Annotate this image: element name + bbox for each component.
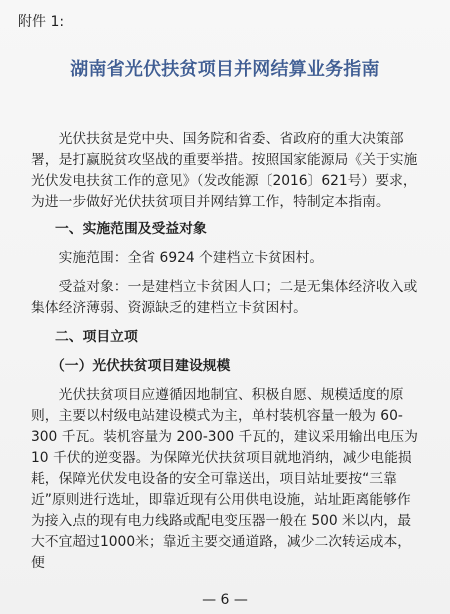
section-heading-project: 二、项目立项 xyxy=(55,329,138,345)
scale-paragraph: 光伏扶贫项目应遵循因地制宜、积极自愿、规模适度的原则，主要以村级电站建设模式为主，单村装机容量一般为 60-300 千瓦。装机容量为 200-300 千瓦的，建议采用输出电压为 10 千伏的逆变器。为保障光伏扶贫项目就地消纳，减少电能损耗，保障光伏发电设备的安全可靠送出，项目站址要按“三靠近”原则进行选址，即靠近现有公用供电设施，站址距离能够作为接入点的现有电力线路或配电变压器一般在 500 米以内，最大不宜超过1000米；靠近主要交通道路，减少二次转运成本，便 xyxy=(31,387,418,571)
document-title: 湖南省光伏扶贫项目并网结算业务指南 xyxy=(70,59,380,80)
intro-paragraph: 光伏扶贫是党中央、国务院和省委、省政府的重大决策部署，是打赢脱贫攻坚战的重要举措。按照国家能源局《关于实施光伏发电扶贫工作的意见》（发改能源〔2016〕621号）要求，为进一步做好光伏扶贫项目并网结算工作，特制定本指南。 xyxy=(31,131,418,210)
document-body xyxy=(31,129,424,582)
scope-paragraph: 实施范围：全省 6924 个建档立卡贫困村。 xyxy=(58,250,324,266)
page-number: — 6 — xyxy=(202,592,248,608)
section-heading-scope: 一、实施范围及受益对象 xyxy=(55,221,207,237)
beneficiaries-paragraph: 受益对象：一是建档立卡贫困人口；二是无集体经济收入或集体经济薄弱、资源缺乏的建档立卡贫困村。 xyxy=(31,279,418,316)
subsection-heading-scale: （一）光伏扶贫项目建设规模 xyxy=(51,358,231,374)
attachment-label: 附件 1: xyxy=(18,14,65,30)
